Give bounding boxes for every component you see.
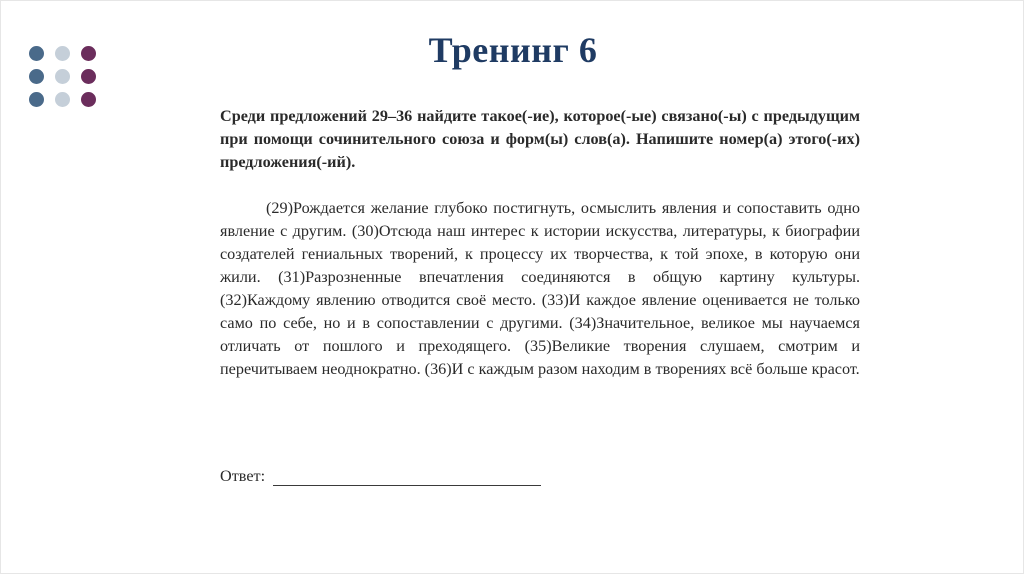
slide-title: Тренинг 6 — [428, 30, 598, 70]
dot-icon — [29, 69, 44, 84]
task-question: Среди предложений 29–36 найдите такое(-ие), которое(-ые) связано(-ы) с предыдущим при помощи сочинительного союза и форм(ы) слов(а). Напишите номер(а) этого(-их) предложения(-ий). — [220, 107, 860, 171]
answer-label: Ответ: — [220, 467, 266, 485]
dot-icon — [55, 69, 70, 84]
dot-icon — [29, 92, 44, 107]
answer-line — [273, 467, 541, 486]
answer-row — [220, 467, 541, 486]
task-text: (29)Рождается желание глубоко постигнуть, осмыслить явления и сопоставить одно явление с другим. (30)Отсюда наш интерес к истории искусства, литературы, к биографии создателей гениальных творений, к процессу их творчества, к той эпохе, в которую они жили. (31)Разрозненные впечатления соединяются в общую картину культуры. (32)Каждому явлению отводится своё место. (33)И каждое явление оценивается не только само по себе, но и в сопоставлении с другими. (34)Значительное, великое мы научаемся отличать от пошлого и преходящего. (35)Великие творения слушаем, смотрим и перечитываем неоднократно. (36)И с каждым разом находим в творениях всё больше красот. — [220, 199, 860, 378]
task-block — [220, 105, 860, 381]
dot-icon — [81, 69, 96, 84]
dot-icon — [81, 92, 96, 107]
dot-icon — [55, 92, 70, 107]
